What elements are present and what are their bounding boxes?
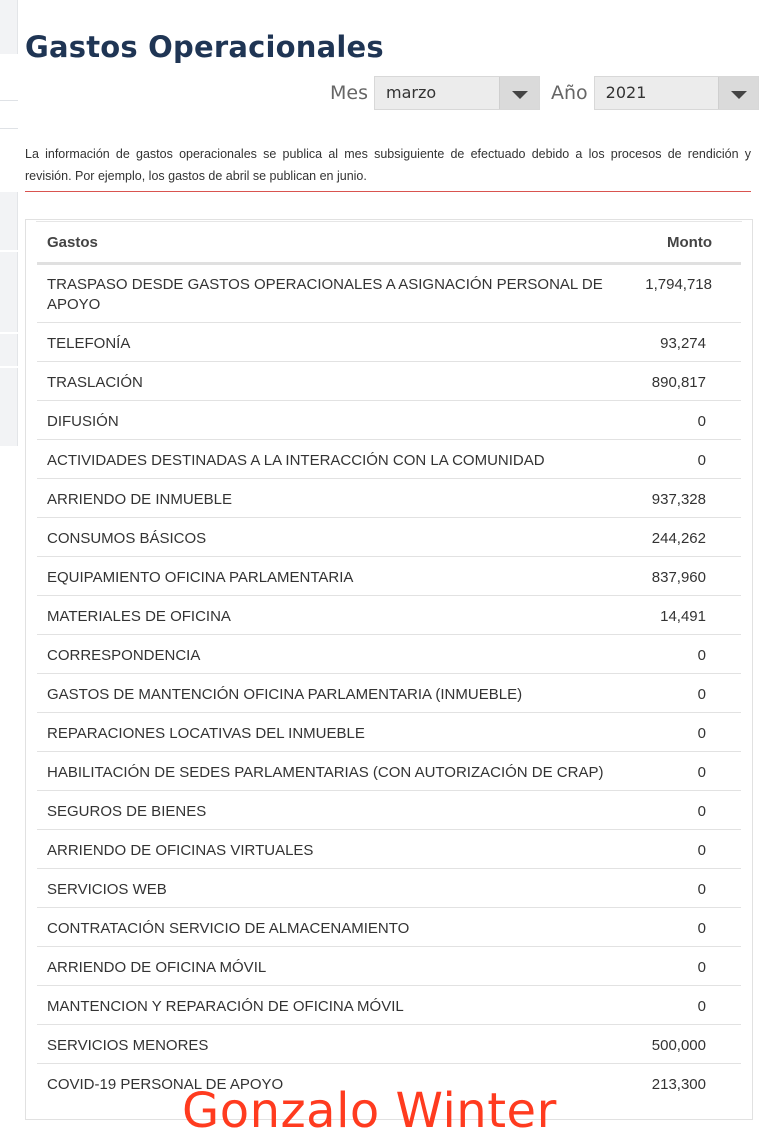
expense-name: SEGUROS DE BIENES (37, 790, 635, 829)
month-label: Mes (330, 82, 368, 104)
table-row (37, 556, 741, 595)
table-row (37, 712, 741, 751)
expense-amount: 0 (635, 634, 741, 673)
expense-amount: 244,262 (635, 517, 741, 556)
expense-name: DIFUSIÓN (37, 400, 635, 439)
expenses-panel (25, 219, 753, 1120)
table-row (37, 751, 741, 790)
expense-name: ACTIVIDADES DESTINADAS A LA INTERACCIÓN CON LA COMUNIDAD (37, 439, 635, 478)
info-text: La información de gastos operacionales se publica al mes subsiguiente de efectuado debido a los procesos de rendición y revisión. Por ejemplo, los gastos de abril se publican en junio. (25, 147, 751, 183)
table-row (37, 439, 741, 478)
expense-name: ARRIENDO DE OFICINAS VIRTUALES (37, 829, 635, 868)
chevron-down-icon[interactable] (718, 77, 758, 109)
table-row (37, 322, 741, 361)
expense-name: GASTOS DE MANTENCIÓN OFICINA PARLAMENTARIA (INMUEBLE) (37, 673, 635, 712)
year-select-value: 2021 (605, 83, 647, 102)
expense-name: REPARACIONES LOCATIVAS DEL INMUEBLE (37, 712, 635, 751)
page-title: Gastos Operacionales (25, 30, 384, 64)
year-label: Año (550, 82, 588, 104)
expense-amount: 0 (635, 946, 741, 985)
expense-name: CONSUMOS BÁSICOS (37, 517, 635, 556)
expense-amount: 213,300 (651, 1075, 706, 1093)
expense-amount: 837,960 (635, 556, 741, 595)
expense-amount: 0 (635, 673, 741, 712)
expense-amount: 0 (635, 868, 741, 907)
table-row (37, 634, 741, 673)
expense-name: CORRESPONDENCIA (37, 634, 635, 673)
expense-amount: 0 (635, 790, 741, 829)
expense-amount: 14,491 (635, 595, 741, 634)
table-row (37, 790, 741, 829)
expense-amount: 0 (635, 907, 741, 946)
expense-name: CONTRATACIÓN SERVICIO DE ALMACENAMIENTO (37, 907, 635, 946)
month-select[interactable] (374, 76, 540, 110)
table-row (37, 829, 741, 868)
expense-name: TRASLACIÓN (37, 361, 635, 400)
expense-amount: 500,000 (635, 1024, 741, 1063)
table-row (37, 868, 741, 907)
watermark: Gonzalo Winter (182, 1083, 557, 1138)
expense-name: MANTENCION Y REPARACIÓN DE OFICINA MÓVIL (37, 985, 635, 1024)
expense-name: SERVICIOS MENORES (37, 1024, 635, 1063)
chevron-down-icon[interactable] (499, 77, 539, 109)
expense-name: COVID-19 PERSONAL DE APOYO (47, 1075, 284, 1093)
expense-name: TELEFONÍA (37, 322, 635, 361)
expense-name: EQUIPAMIENTO OFICINA PARLAMENTARIA (37, 556, 635, 595)
table-row (37, 478, 741, 517)
expense-amount: 0 (635, 400, 741, 439)
column-header-monto: Monto (635, 223, 741, 263)
expense-amount: 0 (635, 439, 741, 478)
expense-name: SERVICIOS WEB (37, 868, 635, 907)
table-row (37, 946, 741, 985)
table-row (37, 400, 741, 439)
table-row (37, 673, 741, 712)
table-row (37, 1024, 741, 1063)
table-row (37, 595, 741, 634)
expense-name: ARRIENDO DE OFICINA MÓVIL (37, 946, 635, 985)
expense-amount: 0 (635, 751, 741, 790)
expense-amount: 0 (635, 829, 741, 868)
expense-name: ARRIENDO DE INMUEBLE (37, 478, 635, 517)
filters-bar (330, 76, 759, 110)
expense-amount: 890,817 (635, 361, 741, 400)
table-row (37, 985, 741, 1024)
expense-name: TRASPASO DESDE GASTOS OPERACIONALES A ASIGNACIÓN PERSONAL DE APOYO (37, 263, 635, 322)
column-header-gastos: Gastos (37, 223, 635, 263)
divider (25, 191, 751, 192)
expense-amount: 0 (635, 985, 741, 1024)
table-row (37, 517, 741, 556)
year-select[interactable] (594, 76, 759, 110)
expense-amount: 1,794,718 (635, 263, 741, 322)
expense-name: MATERIALES DE OFICINA (37, 595, 635, 634)
table-row (37, 361, 741, 400)
expense-amount: 937,328 (635, 478, 741, 517)
expense-name: HABILITACIÓN DE SEDES PARLAMENTARIAS (CON AUTORIZACIÓN DE CRAP) (37, 751, 635, 790)
table-row (37, 263, 741, 322)
expenses-table (37, 223, 741, 1102)
expense-amount: 0 (635, 712, 741, 751)
expense-amount: 93,274 (635, 322, 741, 361)
table-header-row (37, 223, 741, 263)
sidebar-edge (0, 0, 18, 450)
month-select-value: marzo (385, 83, 437, 102)
table-row (37, 907, 741, 946)
